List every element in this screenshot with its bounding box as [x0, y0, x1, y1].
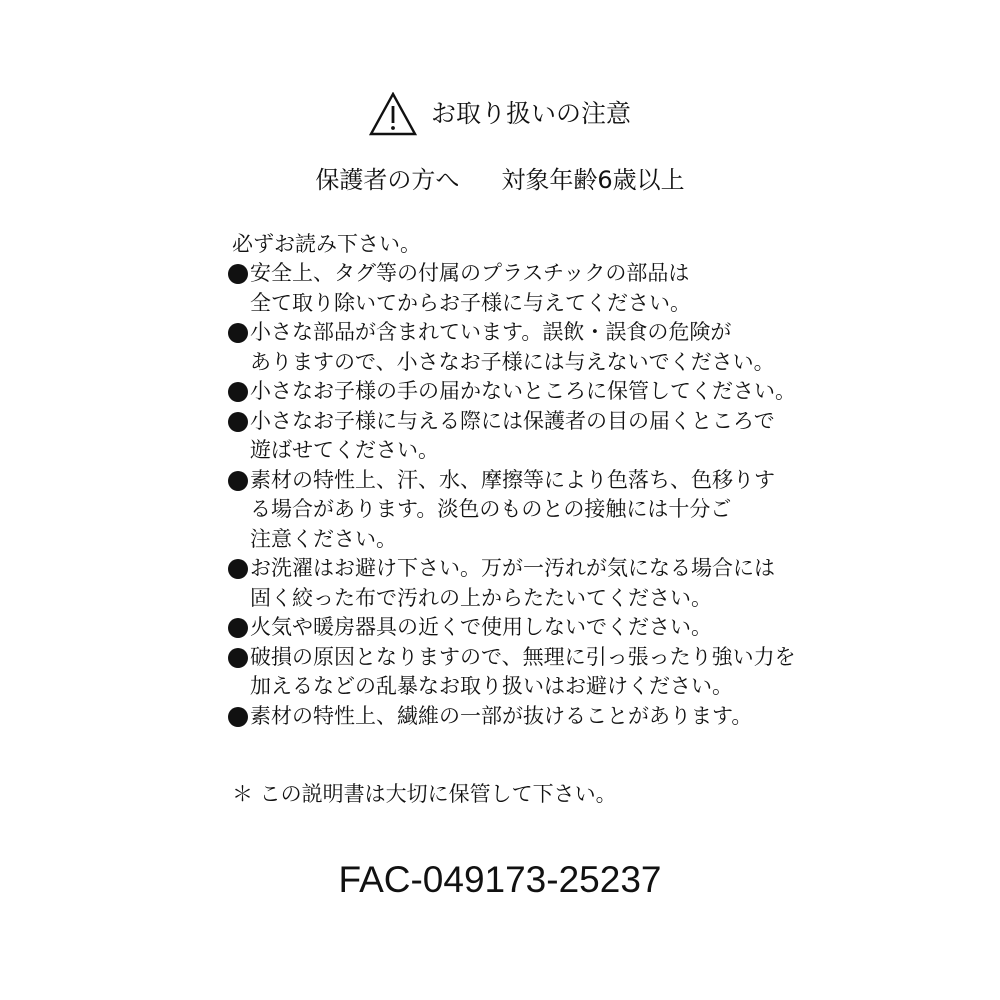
notice-item	[228, 613, 838, 643]
bullet-icon	[228, 707, 248, 727]
notice-item	[228, 377, 838, 407]
intro-text: 必ずお読み下さい。	[232, 232, 421, 256]
title-row	[0, 92, 1000, 136]
bullet-icon	[228, 323, 248, 343]
bullet-icon	[228, 648, 248, 668]
notice-item	[228, 407, 838, 466]
notice-item	[228, 643, 838, 702]
notice-text: 小さなお子様に与える際には保護者の目の届くところで 遊ばせてください。	[250, 408, 775, 462]
bullet-icon	[228, 382, 248, 402]
bullet-icon	[228, 264, 248, 284]
notice-list	[228, 259, 838, 731]
age-rating: 対象年齢6歳以上	[501, 166, 685, 194]
notice-item	[228, 702, 838, 732]
notice-text: 安全上、タグ等の付属のプラスチックの部品は 全て取り除いてからお子様に与えてください。	[250, 261, 691, 315]
page-title: お取り扱いの注意	[430, 99, 631, 128]
notice-item	[228, 466, 838, 555]
footnote: ＊ この説明書は大切に保管して下さい。	[232, 782, 617, 806]
notice-text: 素材の特性上、繊維の一部が抜けることがあります。	[250, 703, 753, 728]
notice-item	[228, 554, 838, 613]
warning-triangle-icon	[369, 92, 417, 136]
notice-item	[228, 318, 838, 377]
notice-text: 小さな部品が含まれています。誤飲・誤食の危険が ありますので、小さなお子様には与えないでください。	[250, 320, 775, 374]
notice-text: 火気や暖房器具の近くで使用しないでください。	[250, 615, 712, 639]
product-code: FAC-049173-25237	[338, 859, 662, 900]
bullet-icon	[228, 559, 248, 579]
notice-text: 小さなお子様の手の届かないところに保管してください。	[250, 379, 796, 403]
notice-text: 素材の特性上、汗、水、摩擦等により色落ち、色移りす る場合があります。淡色のものとの接触には十分ご 注意ください。	[250, 467, 775, 551]
bullet-icon	[228, 471, 248, 491]
audience-label: 保護者の方へ	[315, 166, 460, 194]
subtitle	[0, 160, 1000, 200]
notice-text: 破損の原因となりますので、無理に引っ張ったり強い力を 加えるなどの乱暴なお取り扱いはお避けください。	[250, 644, 796, 698]
bullet-icon	[228, 618, 248, 638]
notice-text: お洗濯はお避け下さい。万が一汚れが気になる場合には 固く絞った布で汚れの上からたたいてください。	[250, 556, 775, 610]
notice-item	[228, 259, 838, 318]
bullet-icon	[228, 412, 248, 432]
